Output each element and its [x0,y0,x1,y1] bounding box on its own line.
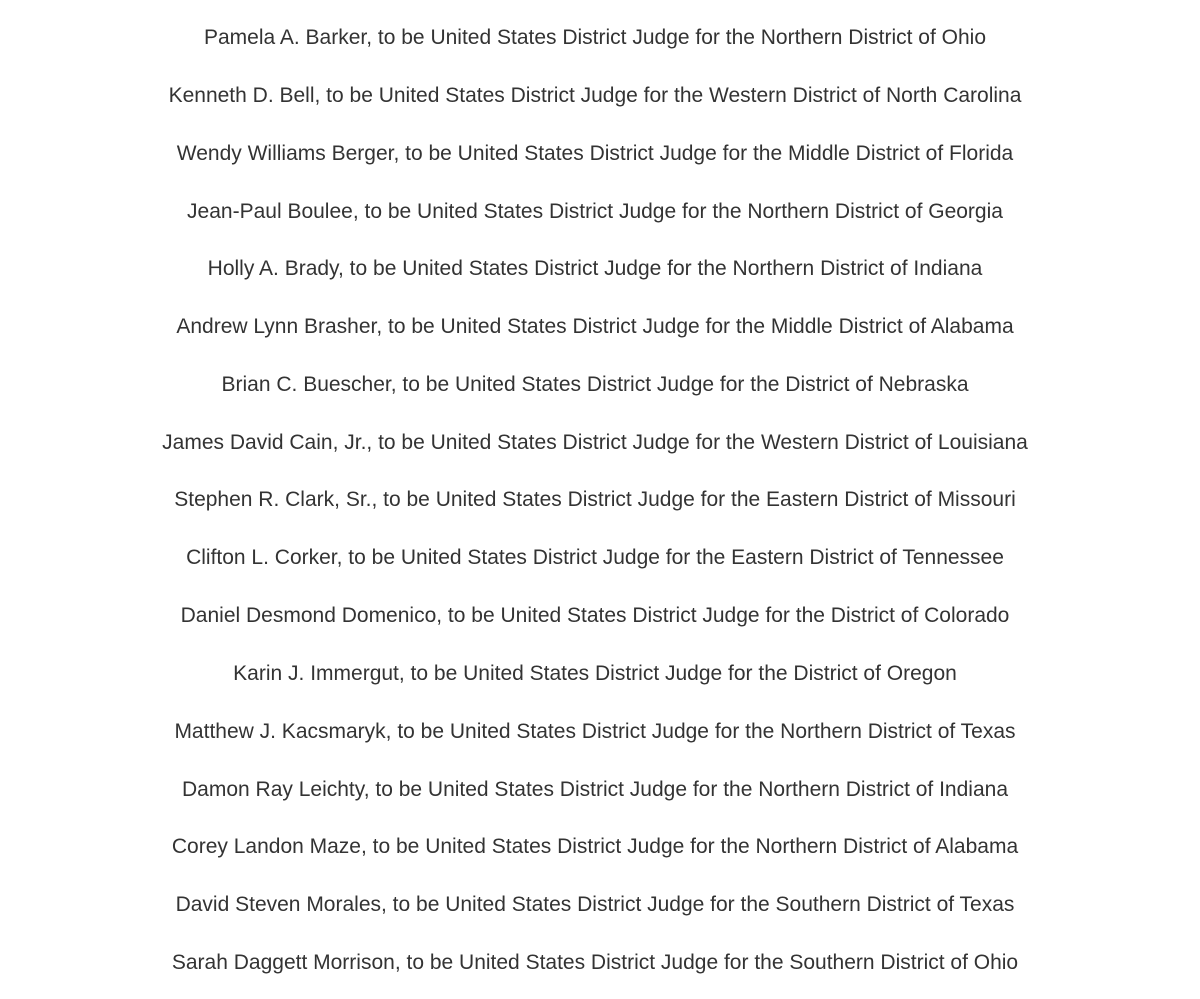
nominee-item: Daniel Desmond Domenico, to be United States District Judge for the District of Colorado [180,604,1010,627]
nominee-item: David Steven Morales, to be United States District Judge for the Southern District of Texas [175,893,1015,916]
nominee-item: Wendy Williams Berger, to be United States District Judge for the Middle District of Florida [176,142,1014,165]
nominee-item: Holly A. Brady, to be United States District Judge for the Northern District of Indiana [207,257,983,280]
nominee-item: Matthew J. Kacsmaryk, to be United States District Judge for the Northern District of Texas [174,720,1016,743]
nominee-item: Andrew Lynn Brasher, to be United States District Judge for the Middle District of Alabama [176,315,1014,338]
nominee-item: James David Cain, Jr., to be United States District Judge for the Western District of Louisiana [162,431,1028,454]
nominee-item: Clifton L. Corker, to be United States District Judge for the Eastern District of Tennessee [186,546,1004,569]
nominee-item: Pamela A. Barker, to be United States District Judge for the Northern District of Ohio [203,26,986,49]
nominee-item: Stephen R. Clark, Sr., to be United States District Judge for the Eastern District of Missouri [174,488,1016,511]
nominee-item: Damon Ray Leichty, to be United States District Judge for the Northern District of Indiana [182,778,1008,801]
nominee-item: Brian C. Buescher, to be United States District Judge for the District of Nebraska [221,373,969,396]
nominee-item: Karin J. Immergut, to be United States District Judge for the District of Oregon [233,662,957,685]
nominee-item: Sarah Daggett Morrison, to be United States District Judge for the Southern District of Ohio [171,951,1019,974]
nominee-item: Jean-Paul Boulee, to be United States District Judge for the Northern District of Georgia [187,200,1003,223]
nominee-item: Kenneth D. Bell, to be United States District Judge for the Western District of North Carolina [168,84,1022,107]
nominee-item: Corey Landon Maze, to be United States District Judge for the Northern District of Alabama [171,835,1019,858]
